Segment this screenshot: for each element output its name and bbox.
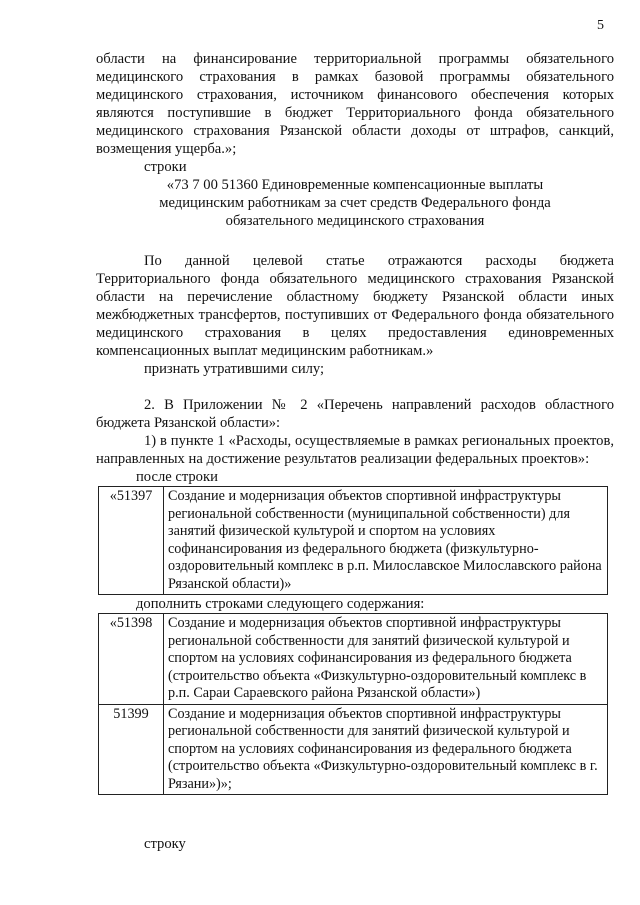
row-code: «51397 <box>99 487 164 595</box>
after-row-label: после строки <box>136 469 218 485</box>
row-code: 51399 <box>99 704 164 795</box>
heading-block <box>96 176 614 230</box>
heading-line-2: медицинским работникам за счет средств Федерального фонда <box>159 195 551 211</box>
stroku-label: строку <box>144 836 186 852</box>
row-text: Создание и модернизация объектов спортивной инфраструктуры региональной собственности для занятий физической культурой и спортом на условиях софинансирования из федерального бюджета (строительство объекта «Физкультурно-оздоровительный комплекс в р.п. Сараи Сараевского района Рязанской области») <box>164 614 608 705</box>
item-2-text: 2. В Приложении № 2 «Перечень направлений расходов областного бюджета Рязанской области»: <box>96 397 614 431</box>
table-row <box>99 704 608 795</box>
table-existing-row <box>98 486 608 595</box>
row-code: «51398 <box>99 614 164 705</box>
heading-line-1: «73 7 00 51360 Единовременные компенсационные выплаты <box>166 177 544 193</box>
row-text: Создание и модернизация объектов спортивной инфраструктуры региональной собственности (муниципальной собственности) для занятий физической культурой и спортом на условиях софинансирования из федерального бюджета (физкультурно-оздоровительный комплекс в р.п. Милославское Милославского района Рязанской области)» <box>164 487 608 595</box>
paragraph-description: По данной целевой статье отражаются расходы бюджета Территориального фонда обязательного медицинского страхования Рязанской области на перечисление областному бюджету Рязанской области иных межбюджетных трансфертов, поступивших от Федерального фонда обязательного медицинского страхования в целях предоставления единовременных компенсационных выплат медицинским работникам.» <box>96 253 614 359</box>
add-rows-label: дополнить строками следующего содержания: <box>136 596 425 612</box>
table-added-rows <box>98 613 608 795</box>
stroki-label: строки <box>144 159 187 175</box>
page-number: 5 <box>597 18 604 33</box>
paragraph-continuation: области на финансирование территориальной программы обязательного медицинского страхования в рамках базовой программы обязательного медицинского страхования, источником финансового обеспечения которых являются поступившие в бюджет Территориального фонда обязательного медицинского страхования Рязанской области доходы от штрафов, санкций, возмещения ущерба.»; <box>96 51 614 157</box>
document-body <box>96 50 614 853</box>
heading-line-3: обязательного медицинского страхования <box>225 213 485 229</box>
table-row <box>99 614 608 705</box>
row-text: Создание и модернизация объектов спортивной инфраструктуры региональной собственности для занятий физической культурой и спортом на условиях софинансирования из федерального бюджета (строительство объекта «Физкультурно-оздоровительный комплекс в г. Рязани»)»; <box>164 704 608 795</box>
invalidate-text: признать утратившими силу; <box>144 361 325 377</box>
table-row <box>99 487 608 595</box>
subitem-1-text: 1) в пункте 1 «Расходы, осуществляемые в рамках региональных проектов, направленных на достижение результатов реализации федеральных проектов»: <box>96 433 614 467</box>
